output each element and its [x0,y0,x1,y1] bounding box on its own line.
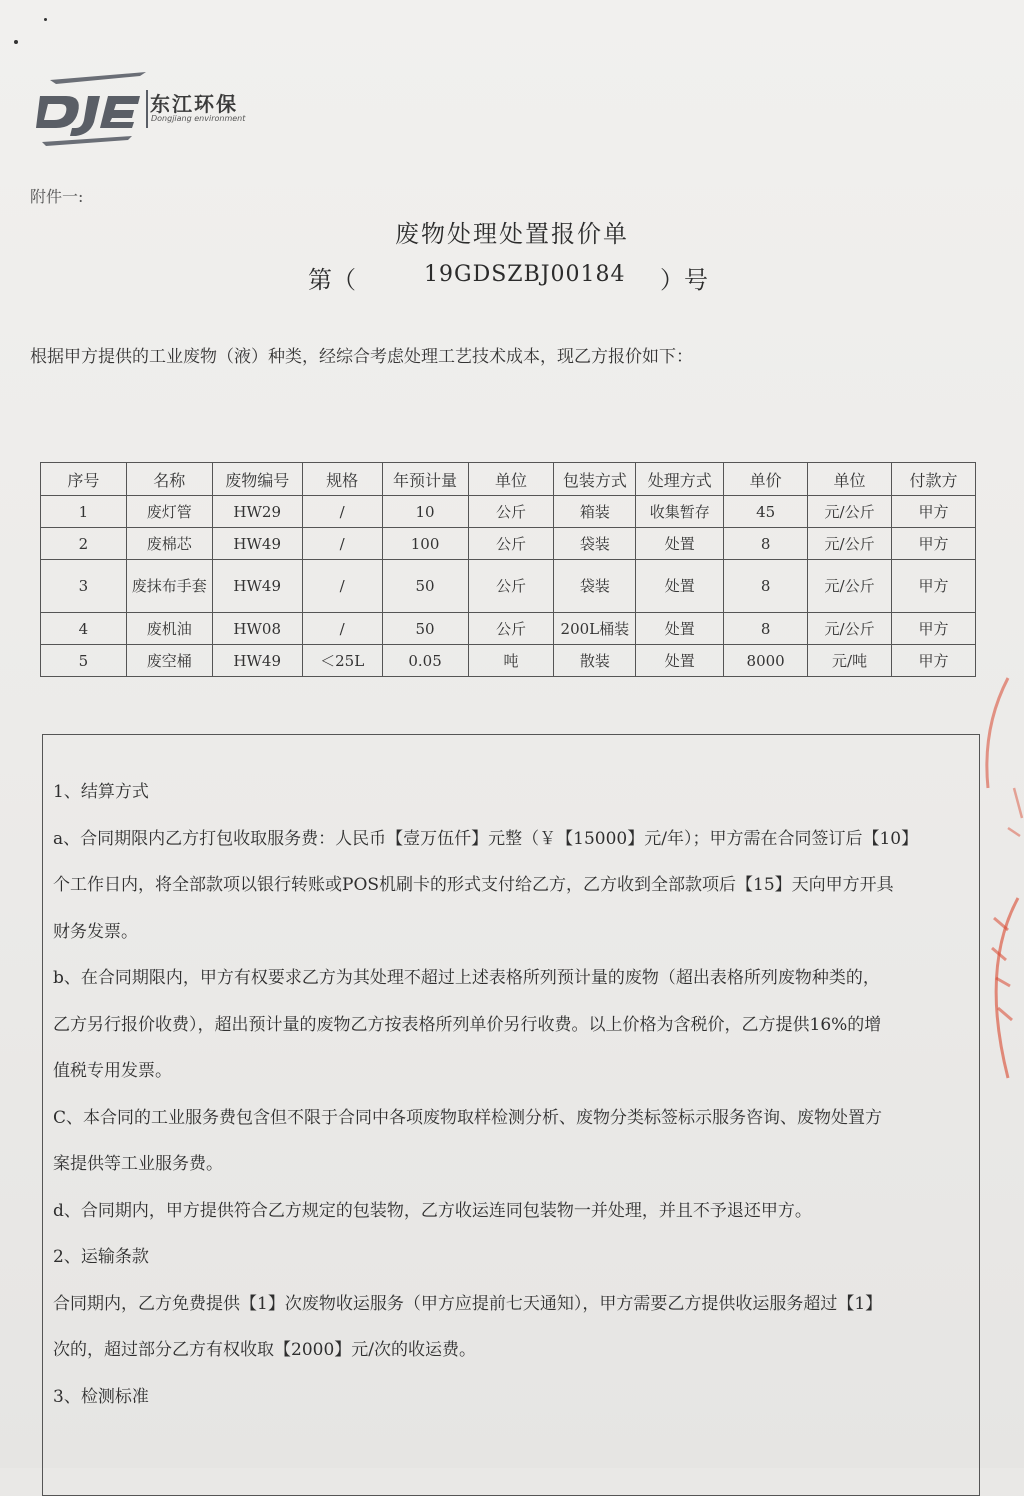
terms-line: 乙方另行报价收费），超出预计量的废物乙方按表格所列单价另行收费。以上价格为含税价，乙方提供16%的增 [53,1014,882,1035]
terms-line: 合同期内，乙方免费提供【1】次废物收运服务（甲方应提前七天通知），甲方需要乙方提供收运服务超过【1】 [53,1293,883,1314]
logo-name-en: Dongjiang environment [151,114,246,123]
terms-line: b、在合同期限内，甲方有权要求乙方为其处理不超过上述表格所列预计量的废物（超出表格所列废物种类的， [53,968,880,988]
table-cell: 50 [382,613,468,645]
table-cell: 8000 [724,645,808,677]
table-cell: HW49 [212,528,302,560]
number-prefix: 第（ [308,266,356,294]
table-cell: / [302,613,382,645]
terms-line: 案提供等工业服务费。 [53,1154,223,1174]
header-cell: 付款方 [892,463,976,496]
header-cell: 处理方式 [636,463,724,496]
table-cell: 10 [382,496,468,528]
table-cell: 4 [41,613,127,645]
table-cell: 50 [382,560,468,613]
header-cell: 单位 [468,463,554,496]
table-cell: 废空桶 [126,645,212,677]
table-cell: / [302,560,382,613]
terms-line: 个工作日内，将全部款项以银行转账或POS机刷卡的形式支付给乙方，乙方收到全部款项后【15】天向甲方开具 [53,875,894,895]
table-cell: 5 [41,645,127,677]
table-cell: 8 [724,560,808,613]
table-cell: 甲方 [892,528,976,560]
table-cell: HW49 [212,645,302,677]
terms-heading-testing: 3、检测标准 [53,1386,149,1407]
table-cell: 2 [41,528,127,560]
table-header-row [41,463,976,496]
table-cell: 200L桶装 [554,613,636,645]
table-cell: 1 [41,496,127,528]
table-cell: 公斤 [468,496,554,528]
table-cell: 8 [724,528,808,560]
table-cell: 废机油 [126,613,212,645]
table-cell: 废抹布手套 [126,560,212,613]
header-cell: 废物编号 [212,463,302,496]
table-cell: 元/公斤 [808,613,892,645]
terms-heading-settlement: 1、结算方式 [53,782,149,802]
terms-line: 次的，超过部分乙方有权收取【2000】元/次的收运费。 [53,1340,476,1360]
terms-line: d、合同期内，甲方提供符合乙方规定的包装物，乙方收运连同包装物一并处理，并且不予退还甲方。 [53,1200,812,1221]
table-cell: 公斤 [468,560,554,613]
header-cell: 年预计量 [382,463,468,496]
header-cell: 单位 [808,463,892,496]
terms-text [53,769,973,1420]
table-cell: 元/公斤 [808,528,892,560]
terms-line: 值税专用发票。 [53,1061,172,1081]
table-row [41,645,976,677]
table-cell: 袋装 [554,560,636,613]
table-cell: 散装 [554,645,636,677]
table-cell: 元/公斤 [808,560,892,613]
table-cell: 废棉芯 [126,528,212,560]
terms-line: a、合同期限内乙方打包收取服务费：人民币【壹万伍仟】元整（￥【15000】元/年）；甲方需在合同签订后【10】 [53,828,919,849]
quotation-table [40,462,976,677]
table-cell: HW29 [212,496,302,528]
table-cell: 处置 [636,645,724,677]
speck [44,18,47,21]
table-cell: 箱装 [554,496,636,528]
table-cell: 8 [724,613,808,645]
document-number: 19GDSZBJ00184 [424,262,626,287]
table-row [41,528,976,560]
table-cell: 处置 [636,560,724,613]
table-cell: 甲方 [892,496,976,528]
table-cell: 甲方 [892,560,976,613]
number-suffix: ）号 [660,266,708,294]
terms-line: 财务发票。 [53,921,138,942]
table-cell: 处置 [636,528,724,560]
table-cell: 甲方 [892,613,976,645]
table-cell: 袋装 [554,528,636,560]
table-cell: 废灯管 [126,496,212,528]
table-cell: / [302,496,382,528]
header-cell: 序号 [41,463,127,496]
table-cell: 甲方 [892,645,976,677]
document-number-line [308,260,728,292]
table-cell: ＜25L [302,645,382,677]
terms-line: C、本合同的工业服务费包含但不限于合同中各项废物取样检测分析、废物分类标签标示服务咨询、废物处置方 [53,1107,883,1128]
terms-heading-transport: 2、运输条款 [53,1247,149,1267]
table-cell: 公斤 [468,613,554,645]
logo-name-cn: 东江环保 [150,92,238,116]
table-cell: / [302,528,382,560]
table-row [41,496,976,528]
header-cell: 名称 [126,463,212,496]
intro-text: 根据甲方提供的工业废物（液）种类，经综合考虑处理工艺技术成本，现乙方报价如下： [30,347,693,367]
header-cell: 规格 [302,463,382,496]
table-cell: 100 [382,528,468,560]
table-cell: 元/公斤 [808,496,892,528]
table-row [41,560,976,613]
table-cell: 吨 [468,645,554,677]
table-cell: HW08 [212,613,302,645]
header-cell: 单价 [724,463,808,496]
table-row [41,613,976,645]
attachment-label: 附件一: [30,187,84,206]
company-seal-icon [978,668,1024,1088]
speck [14,40,18,44]
document-title: 废物处理处置报价单 [395,220,629,248]
table-cell: HW49 [212,560,302,613]
table-cell: 收集暂存 [636,496,724,528]
header-cell: 包装方式 [554,463,636,496]
table-cell: 元/吨 [808,645,892,677]
table-cell: 45 [724,496,808,528]
table-cell: 3 [41,560,127,613]
table-cell: 处置 [636,613,724,645]
table-cell: 公斤 [468,528,554,560]
terms-box [42,734,980,1496]
table-cell: 0.05 [382,645,468,677]
